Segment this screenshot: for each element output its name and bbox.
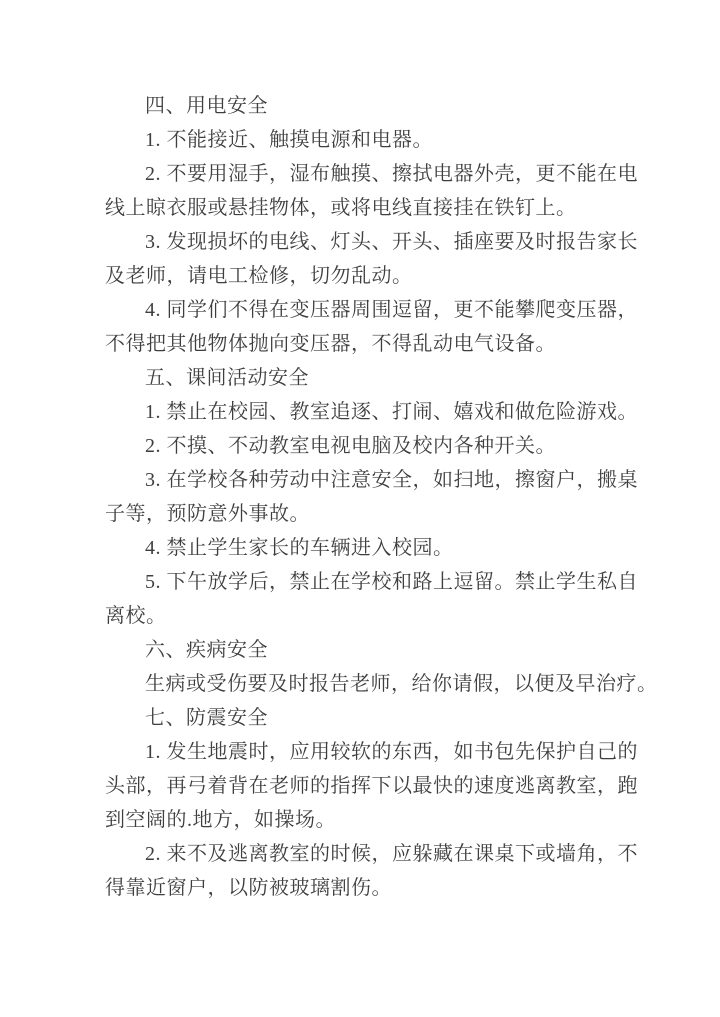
text-line: 及老师，请电工检修，切勿乱动。 bbox=[105, 265, 413, 287]
text-line: 5. 下午放学后，禁止在学校和路上逗留。禁止学生私自 bbox=[145, 571, 638, 593]
text-line: 线上晾衣服或悬挂物体，或将电线直接挂在铁钉上。 bbox=[105, 197, 577, 219]
text-line: 4. 禁止学生家长的车辆进入校园。 bbox=[145, 537, 454, 559]
text-line: 六、疾病安全 bbox=[145, 639, 268, 661]
text-line: 四、用电安全 bbox=[145, 95, 268, 117]
text-line: 头部，再弓着背在老师的指挥下以最快的速度逃离教室，跑 bbox=[105, 775, 638, 797]
text-line: 3. 在学校各种劳动中注意安全，如扫地，擦窗户，搬桌 bbox=[145, 469, 638, 491]
text-line: 2. 不要用湿手，湿布触摸、擦拭电器外壳，更不能在电 bbox=[145, 163, 638, 185]
text-line: 不得把其他物体抛向变压器，不得乱动电气设备。 bbox=[105, 333, 556, 355]
text-line: 七、防震安全 bbox=[145, 707, 268, 729]
text-line: 得靠近窗户，以防被玻璃割伤。 bbox=[105, 877, 392, 899]
text-line: 生病或受伤要及时报告老师，给你请假，以便及早治疗。 bbox=[145, 673, 658, 695]
text-line: 1. 发生地震时，应用较软的东西，如书包先保护自己的 bbox=[145, 741, 638, 763]
text-line: 1. 不能接近、触摸电源和电器。 bbox=[145, 129, 433, 151]
text-line: 五、课间活动安全 bbox=[145, 367, 309, 389]
text-line: 离校。 bbox=[105, 605, 167, 627]
text-line: 子等，预防意外事故。 bbox=[105, 503, 310, 525]
text-line: 4. 同学们不得在变压器周围逗留，更不能攀爬变压器， bbox=[145, 299, 638, 321]
document-text-block bbox=[105, 89, 658, 905]
text-line: 2. 来不及逃离教室的时候，应躲藏在课桌下或墙角，不 bbox=[145, 843, 638, 865]
text-line: 3. 发现损坏的电线、灯头、开头、插座要及时报告家长 bbox=[145, 231, 638, 253]
text-line: 到空阔的.地方，如操场。 bbox=[105, 809, 336, 831]
text-line: 1. 禁止在校园、教室追逐、打闹、嬉戏和做危险游戏。 bbox=[145, 401, 638, 423]
text-line: 2. 不摸、不动教室电视电脑及校内各种开关。 bbox=[145, 435, 556, 457]
